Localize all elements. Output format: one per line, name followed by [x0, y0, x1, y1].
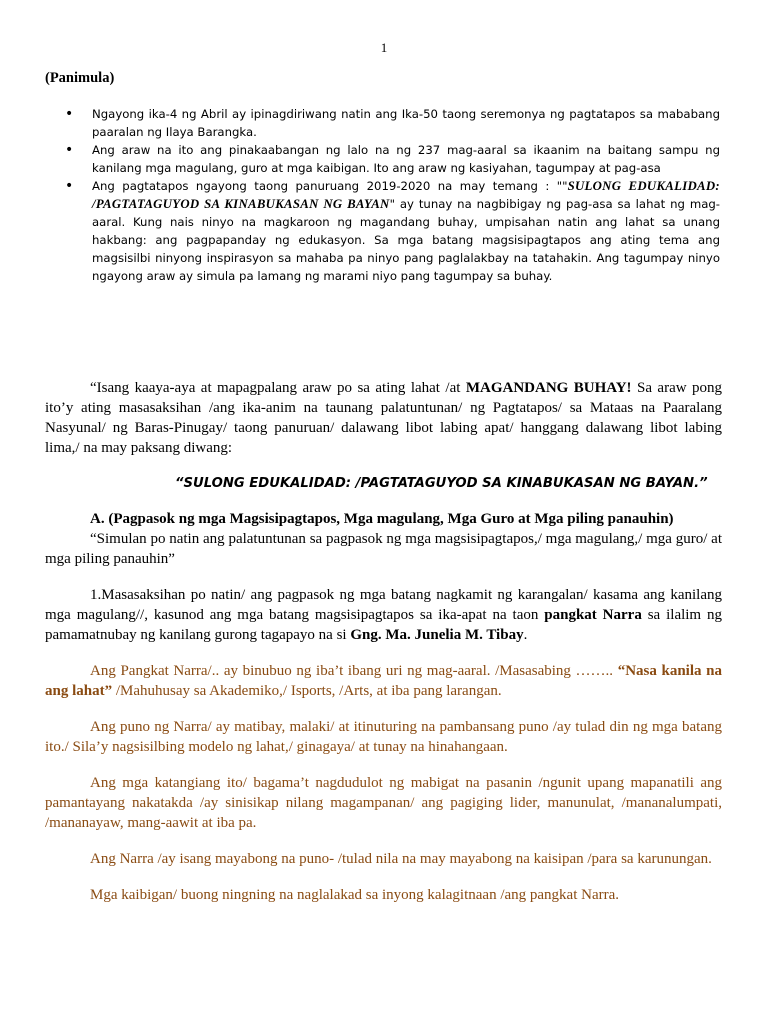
item-1-mid: sa ilalim ng pamamatnubay ng kanilang gurong tagapayo na si	[45, 607, 722, 643]
narra-paragraph-2: Ang puno ng Narra/ ay matibay, malaki/ at itinuturing na pambansang puno /ay tulad din ng mga batang ito./ Sila’y nagsisilbing modelo ng lahat,/ ginagaya/ at tunay na hinahangaan.	[45, 719, 722, 755]
intro-bullet-list	[62, 105, 720, 285]
section-a-title: A. (Pagpasok ng mga Magsisipagtapos, Mga magulang, Mga Guro at Mga piling panauhin)	[90, 511, 674, 527]
narra-paragraph-3: Ang mga katangiang ito/ bagama’t nagdudulot ng mabigat na pasanin /ngunit upang mapanatili ang pamantayang nakatakda /ay sinisikap nilang magampanan/ ang pagiging lider, manunulat, /mananalumpati, /mananayaw, mang-aawit at iba pa.	[45, 775, 722, 831]
narra-paragraph-4: Ang Narra /ay isang mayabong na puno- /tulad nila na may mayabong na kaisipan /para sa karunungan.	[90, 851, 712, 867]
narra-paragraph-1	[45, 661, 722, 701]
script-body	[45, 378, 722, 905]
section-a-text: “Simulan po natin ang palatuntunan sa pagpasok ng mga magsisipagtapos,/ mga magulang,/ mga guro/ at mga piling panauhin”	[45, 531, 722, 567]
theme-line: “SULONG EDUKALIDAD: /PAGTATAGUYOD SA KINABUKASAN NG BAYAN.”	[175, 476, 708, 491]
bullet-text: Ngayong ika-4 ng Abril ay ipinagdiriwang natin ang Ika-50 taong seremonya ng pagtatapos sa mababang paaralan ng Ilaya Barangka.	[92, 107, 720, 139]
adviser-name: Gng. Ma. Junelia M. Tibay	[350, 627, 524, 643]
opening-text: “Isang kaaya-aya at mapagpalang araw po sa ating lahat /at	[90, 380, 466, 396]
opening-paragraph	[45, 378, 722, 458]
page-number: 1	[380, 40, 388, 55]
bullet-icon: •	[65, 106, 74, 122]
narra-p1-rest: /Mahuhusay sa Akademiko,/ Isports, /Arts, at iba pang larangan.	[112, 683, 502, 699]
bullet-icon: •	[65, 178, 74, 194]
item-1-text: 1.Masasaksihan po natin/ ang pagpasok ng mga batang nagkamit ng karangalan/ kasama ang kanilang mga magulang//, kasunod ang mga batang magsisipagtapos sa ika-apat na taon	[45, 587, 722, 623]
list-item	[62, 177, 720, 285]
narra-quote: “Nasa kanila na ang lahat”	[45, 663, 722, 699]
narra-p1-text: Ang Pangkat Narra/.. ay binubuo ng iba’t ibang uri ng mag-aaral. /Masasabing ……..	[90, 663, 618, 679]
bullet-icon: •	[65, 142, 74, 158]
theme-inline: SULONG EDUKALIDAD: /PAGTATAGUYOD SA KINABUKASAN NG BAYAN	[92, 179, 720, 211]
bullet-text: Ang araw na ito ang pinakaabangan ng lalo na ng 237 mag-aaral sa ikaanim na baitang sampu ng kanilang mga magulang, guro at mga kaibigan. Ito ang araw ng kasiyahan, tagumpay at pag-asa	[92, 143, 720, 175]
list-item	[62, 105, 720, 141]
bullet-text-continued: " ay tunay na nagbibigay ng pag-asa sa lahat ng mag-aaral. Kung nais ninyo na magkaroon ng magandang buhay, umpisahan natin ang lahat sa unang hakbang: ang pagpapanday ng edukasyon. Sa mga batang magsisipagtapos ang ating tema ang magsisilbi ninyong inspirasyon sa mahaba pa ninyo pang paglalakbay na tatahakin. Ang tagumpay ninyo ngayong araw ay simula pa lamang ng marami niyo pang tagumpay sa buhay.	[92, 197, 721, 283]
pangkat-name: pangkat Narra	[544, 607, 642, 623]
section-heading: (Panimula)	[45, 70, 115, 86]
list-item	[62, 141, 720, 177]
bullet-text: Ang pagtatapos ngayong taong panuruang 2019-2020 na may temang : ""	[92, 179, 568, 193]
item-1-paragraph	[45, 585, 722, 645]
narra-paragraph-5: Mga kaibigan/ buong ningning na naglalakad sa inyong kalagitnaan /ang pangkat Narra.	[90, 887, 620, 903]
opening-text-rest: Sa araw pong ito’y ating masasaksihan /ang ika-anim na taunang palatuntunan/ ng Pagtatapos/ sa Mataas na Paaralang Nasyunal/ ng Baras-Pinugay/ taong panuruan/ dalawang libot labing apat/ hanggang dalawang libot labing lima,/ na may paksang diwang:	[45, 380, 722, 456]
item-1-end: .	[523, 627, 528, 643]
greeting-bold: MAGANDANG BUHAY!	[465, 380, 632, 396]
